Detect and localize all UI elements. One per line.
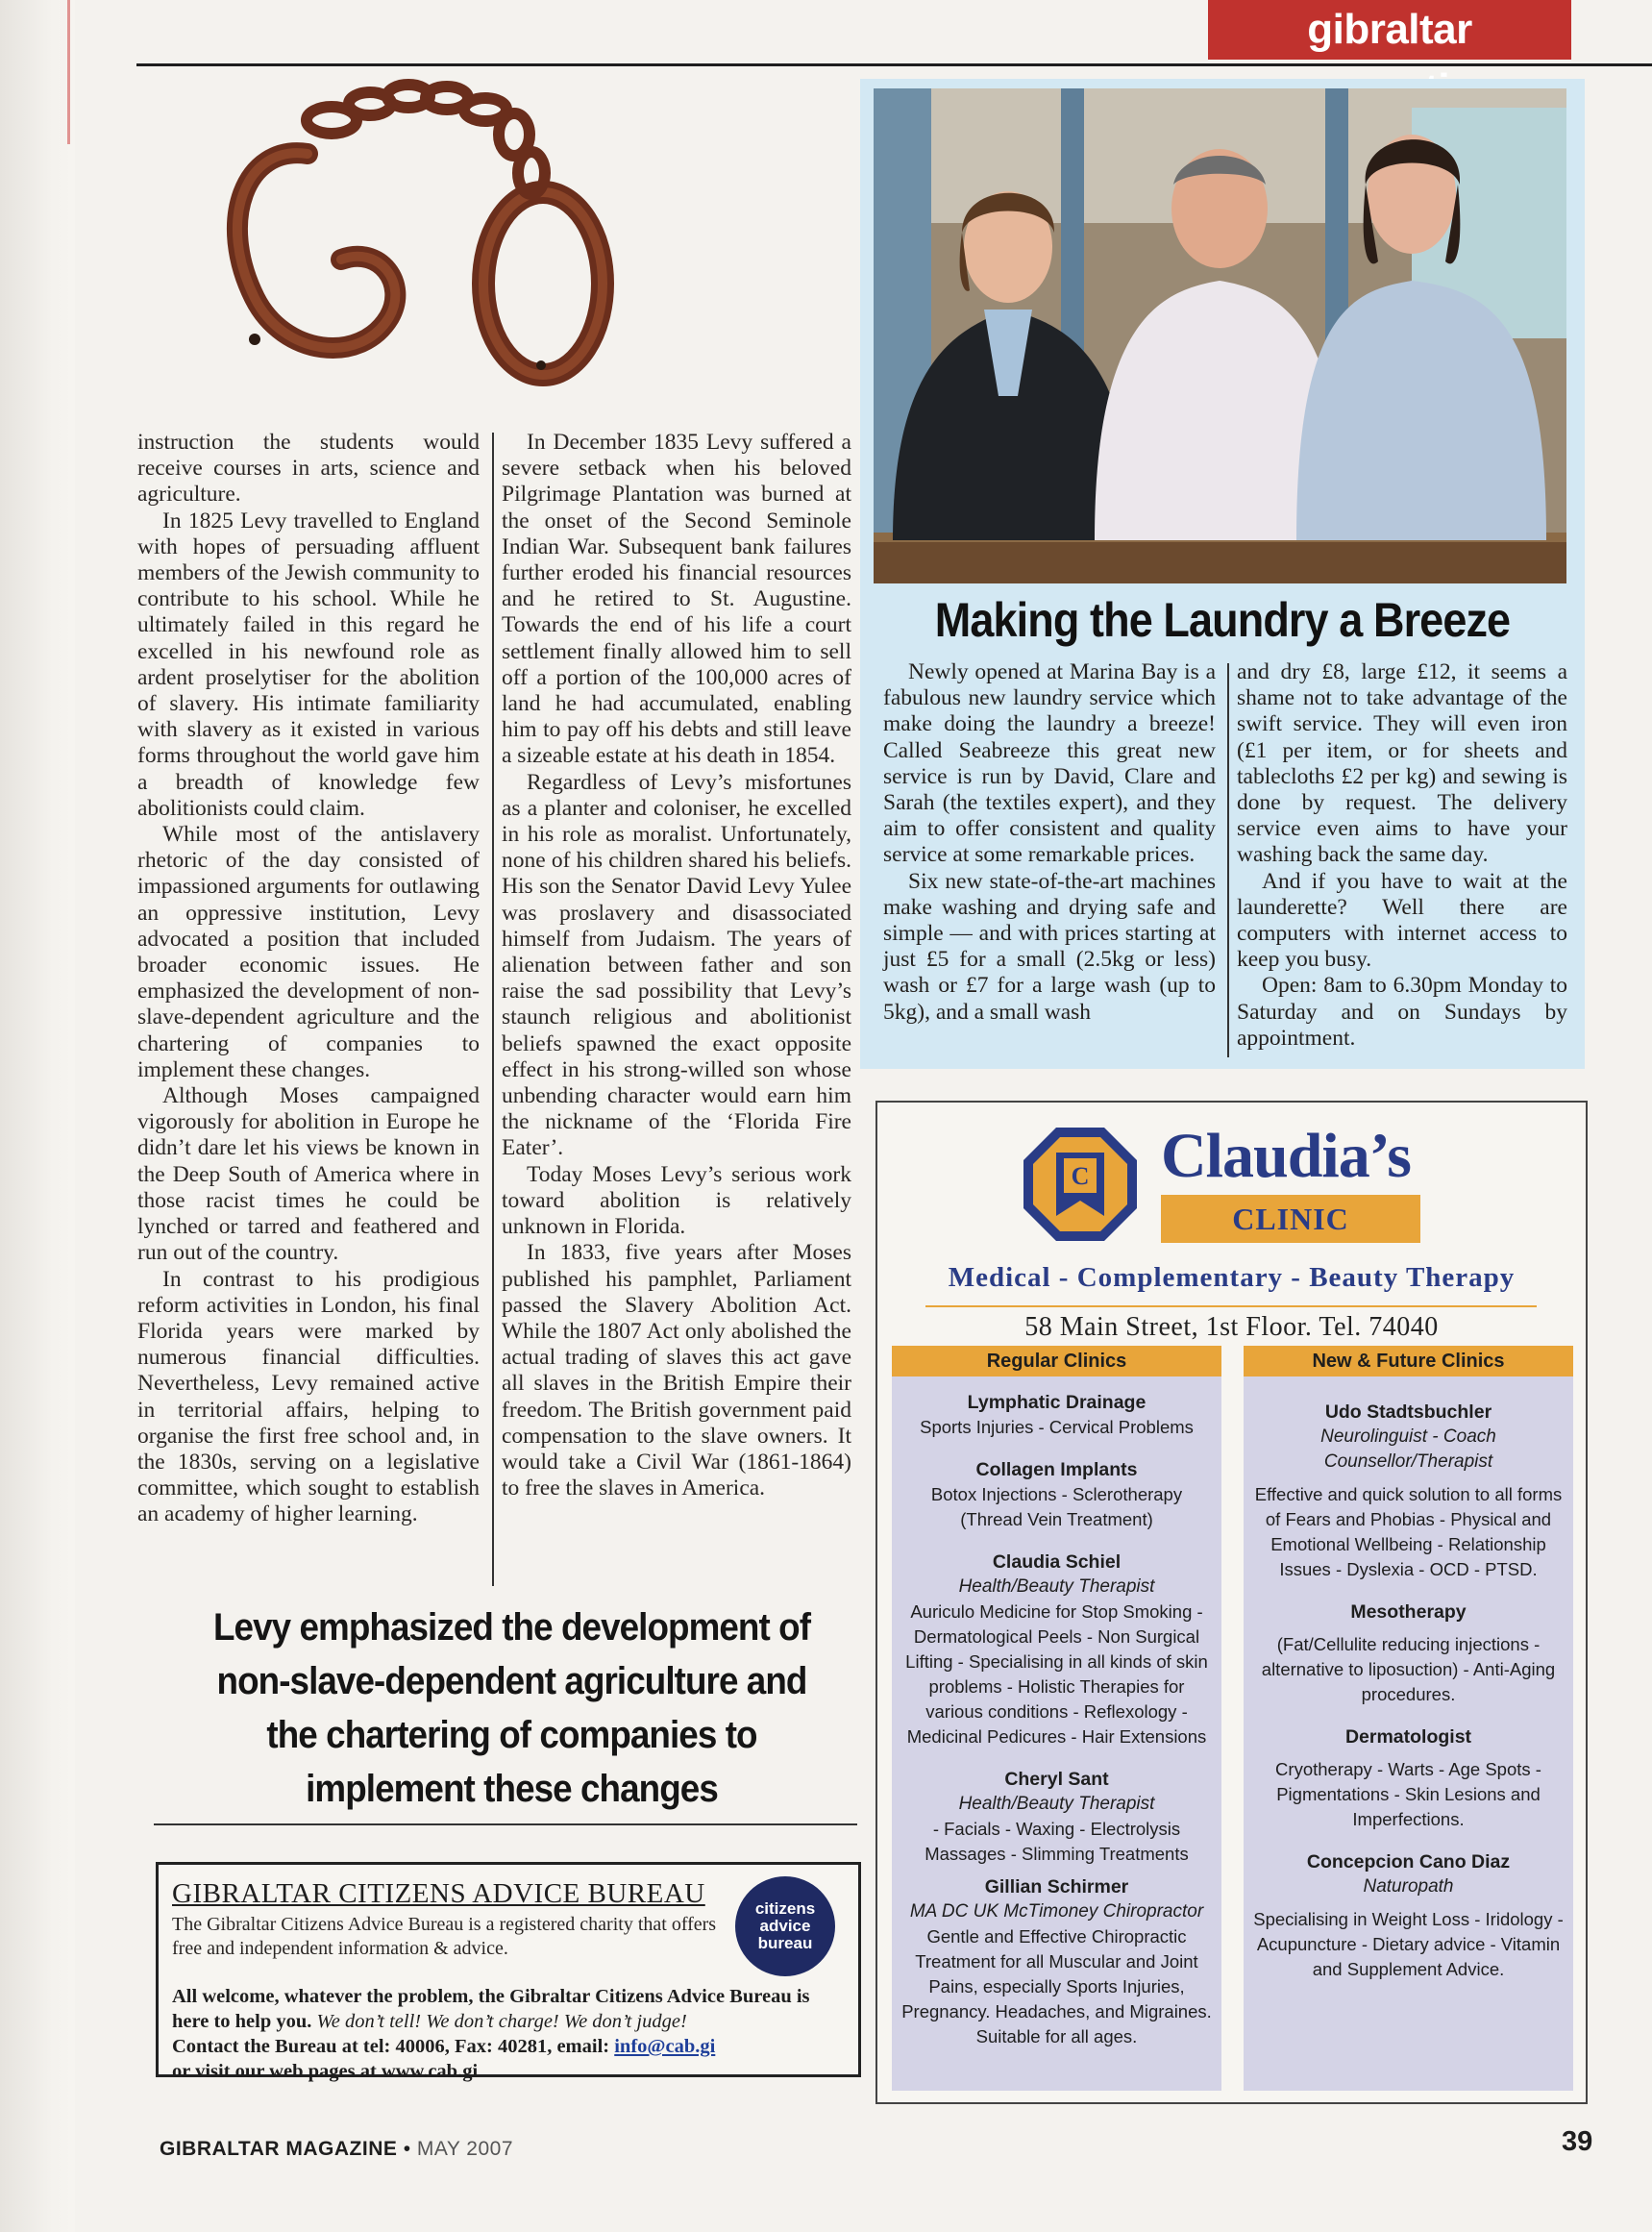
cab-web: or visit our web pages at www.cab.gi	[172, 2061, 479, 2082]
cab-welcome	[172, 1984, 845, 2034]
laundry-divider	[1227, 663, 1229, 1057]
laundry-paragraph: Open: 8am to 6.30pm Monday to Saturday and on Sundays by appointment.	[1237, 973, 1567, 1051]
cab-email-link[interactable]: info@cab.gi	[614, 2036, 716, 2057]
cab-logo-text: citizens advice bureau	[754, 1899, 816, 1952]
clinic-entry-desc: - Facials - Waxing - Electrolysis Massages - Slimming Treatments	[925, 1819, 1189, 1864]
article-paragraph: instruction the students would receive courses in arts, science and agriculture.	[137, 430, 480, 508]
article-column-2	[502, 430, 851, 1501]
clinic-entry	[892, 1767, 1221, 1867]
clinic-entry-desc: Gentle and Effective Chiropractic Treatment for all Muscular and Joint Pains, especially Sports Injuries, Pregnancy. Headaches, and Migraines. Suitable for all ages.	[901, 1926, 1212, 2046]
cab-slogan: We don’t tell! We don’t charge! We don’t judge!	[316, 2011, 687, 2032]
clinic-entry-role: MA DC UK McTimoney Chiropractor	[909, 1901, 1204, 1922]
regular-clinics-heading: Regular Clinics	[892, 1346, 1221, 1376]
clinic-entry-name: Collagen Implants	[975, 1459, 1138, 1480]
clinic-logo-letter: C	[1071, 1162, 1090, 1190]
article-paragraph: In 1825 Levy travelled to England with hopes of persuading affluent members of the Jewish community to contribute to his school. While he ultimately failed in this regard he excelled in his newfound role as ardent proselytiser for the abolition of slavery. His intimate familiarity with slavery as it existed in various forms throughout the world gave him a breadth of knowledge few abolitionists could claim.	[137, 508, 480, 821]
footer-magazine	[160, 2138, 513, 2161]
column-divider	[492, 433, 494, 1586]
laundry-column-1	[883, 659, 1216, 1026]
issue-date: MAY 2007	[416, 2138, 514, 2160]
clinic-entry	[1244, 1724, 1573, 1832]
clinic-divider	[925, 1305, 1537, 1307]
article-paragraph: Although Moses campaigned vigorously for abolition in Europe he didn’t dare let his views be known in the Deep South of America where in those racist times he could be lynched or tarred and feathered and run out of the country.	[137, 1083, 480, 1266]
future-clinics-heading: New & Future Clinics	[1244, 1346, 1573, 1376]
pull-quote: Levy emphasized the development of non-slave-dependent agriculture and the chartering of companies to implement these changes	[212, 1606, 811, 1810]
article-paragraph: In 1833, five years after Moses published his pamphlet, Parliament passed the Slavery Abolition Act. While the 1807 Act only abolished the actual trading of slaves this act gave all slaves in the British Empire their freedom. The British government paid compensation to the slave owners. It would take a Civil War (1861-1864) to free the slaves in America.	[502, 1240, 851, 1501]
regular-clinics-panel	[892, 1346, 1221, 2091]
clinic-entry-desc: Auriculo Medicine for Stop Smoking - Dermatological Peels - Non Surgical Lifting - Specialising in all kinds of skin problems - Holistic Therapies for various conditions - Reflexology - Medicinal Pedicures - Hair Extensions	[905, 1601, 1208, 1747]
clinic-tagline: Medical - Complementary - Beauty Therapy	[948, 1262, 1516, 1293]
laundry-feature	[860, 79, 1585, 1069]
clinic-entry-desc: Effective and quick solution to all forms of Fears and Phobias - Physical and Emotional Wellbeing - Relationship Issues - Dyslexia - OCD - PTSD.	[1254, 1484, 1563, 1579]
clinic-entry-name: Claudia Schiel	[992, 1551, 1122, 1573]
pull-quote-rule	[154, 1823, 857, 1825]
clinic-entry	[892, 1390, 1221, 1440]
clinic-entry	[1244, 1849, 1573, 1982]
cab-intro: The Gibraltar Citizens Advice Bureau is a registered charity that offers free and independent information & advice.	[172, 1914, 717, 1959]
clinic-entry-desc: Botox Injections - Sclerotherapy (Thread Vein Treatment)	[930, 1484, 1183, 1529]
footer-separator: •	[403, 2138, 417, 2160]
header-rule	[136, 63, 1652, 66]
clinic-entry-desc: Cryotherapy - Warts - Age Spots - Pigmentations - Skin Lesions and Imperfections.	[1275, 1759, 1541, 1829]
clinic-name: Claudia’s	[1161, 1121, 1411, 1191]
cab-title: GIBRALTAR CITIZENS ADVICE BUREAU	[172, 1878, 705, 1909]
clinic-entry-name: Udo Stadtsbuchler	[1324, 1401, 1492, 1423]
section-tab: gibraltar	[1208, 0, 1571, 60]
clinic-entry	[892, 1550, 1221, 1749]
citizens-advice-ad	[156, 1862, 861, 2082]
clinic-entry	[1244, 1600, 1573, 1707]
shackle-image	[216, 77, 649, 418]
clinic-label: CLINIC	[1161, 1195, 1420, 1243]
clinic-entry-desc: Specialising in Weight Loss - Iridology - Acupuncture - Dietary advice - Vitamin and Supplement Advice.	[1253, 1909, 1564, 1979]
laundry-paragraph: and dry £8, large £12, it seems a shame not to take advantage of the swift service. They will even iron (£1 per item, or for sheets and tablecloths £2 per kg) and sewing is done by request. The delivery service even aims to have your washing back the same day.	[1237, 659, 1567, 868]
clinic-entry-name: Cheryl Sant	[1004, 1769, 1109, 1790]
page-gutter	[0, 0, 75, 2232]
article-paragraph: While most of the antislavery rhetoric of the day consisted of impassioned arguments for outlawing an oppressive institution, Levy advocated a position that included broader economic issues. He emphasized the development of non-slave-dependent agriculture and the chartering of companies to implement these changes.	[137, 822, 480, 1082]
cab-welcome-text: All welcome, whatever the problem, the Gibraltar Citizens Advice Bureau is here to help you.	[172, 1986, 810, 2032]
laundry-paragraph: And if you have to wait at the launderette? Well there are computers with internet access to keep you busy.	[1237, 868, 1567, 973]
gutter-mark	[67, 0, 70, 144]
laundry-paragraph: Six new state-of-the-art machines make washing and drying safe and simple — and with prices starting at just £5 for a small (2.5kg or less) wash or £7 for a large wash (up to 5kg), and a small wash	[883, 868, 1216, 1025]
clinic-entry-name: Concepcion Cano Diaz	[1306, 1851, 1511, 1872]
clinic-entry-name: Mesotherapy	[1350, 1601, 1467, 1623]
clinic-ad	[875, 1101, 1588, 2104]
cab-contact	[172, 2034, 845, 2084]
laundry-title: Making the Laundry a Breeze	[934, 593, 1511, 647]
article-paragraph: Today Moses Levy’s serious work toward abolition is relatively unknown in Florida.	[502, 1161, 851, 1240]
clinic-entry-role: Neurolinguist - Coach Counsellor/Therapist	[1320, 1426, 1496, 1472]
clinic-entry-name: Gillian Schirmer	[984, 1876, 1129, 1897]
article-paragraph: In contrast to his prodigious reform activities in London, his final Florida years were marked by numerous financial difficulties. Nevertheless, Levy remained active in territorial affairs, helping to organise the first free school and, in the 1830s, serving on a legislative committee, which sought to establish an academy of higher learning.	[137, 1266, 480, 1527]
page-number: 39	[1562, 2126, 1593, 2157]
laundry-paragraph: Newly opened at Marina Bay is a fabulous new laundry service which make doing the laundry a breeze! Called Seabreeze this great new service is run by David, Clare and Sarah (the textiles expert), and they aim to offer consistent and quality service at some remarkable prices.	[883, 659, 1216, 868]
article-paragraph: Regardless of Levy’s misfortunes as a planter and coloniser, he excelled in his role as moralist. Unfortunately, none of his children shared his beliefs. His son the Senator David Levy Yulee was proslavery and disassociated himself from Judaism. The years of alienation between father and son raise the sad possibility that Levy’s staunch religious and abolitionist beliefs spawned the exact opposite effect in his strong-willed son whose unbending character would earn him the nickname of the ‘Florida Fire Eater’.	[502, 769, 851, 1161]
clinic-entry	[1244, 1400, 1573, 1582]
clinic-entry-desc: (Fat/Cellulite reducing injections - alternative to liposuction) - Anti-Aging procedures.	[1261, 1634, 1556, 1704]
clinic-entry-role: Health/Beauty Therapist	[958, 1576, 1155, 1597]
clinic-entry-role: Health/Beauty Therapist	[958, 1794, 1155, 1814]
cab-contact-text: Contact the Bureau at tel: 40006, Fax: 40281, email:	[172, 2036, 610, 2057]
cab-logo	[735, 1876, 835, 1976]
laundry-photo	[874, 88, 1566, 583]
article-column-1	[137, 430, 480, 1528]
laundry-column-2	[1237, 659, 1567, 1052]
clinic-logo	[1022, 1126, 1139, 1243]
magazine-name: GIBRALTAR MAGAZINE	[160, 2138, 398, 2160]
clinic-entry-name: Lymphatic Drainage	[967, 1392, 1147, 1413]
clinic-entry	[892, 1874, 1221, 2049]
clinic-entry-name: Dermatologist	[1344, 1726, 1472, 1748]
clinic-entry-role: Naturopath	[1363, 1876, 1454, 1897]
future-clinics-panel	[1244, 1346, 1573, 2091]
clinic-entry-desc: Sports Injuries - Cervical Problems	[920, 1417, 1194, 1437]
clinic-address: 58 Main Street, 1st Floor. Tel. 74040	[1024, 1312, 1439, 1342]
article-paragraph: In December 1835 Levy suffered a severe setback when his beloved Pilgrimage Plantation was burned at the onset of the Second Seminole Indian War. Subsequent bank failures further eroded his financial resources and he retired to St. Augustine. Towards the end of his life a court settlement finally allowed him to sell off a portion of the 100,000 acres of land he had accumulated, enabling him to pay off his debts and still leave a sizeable estate at his death in 1854.	[502, 430, 851, 769]
clinic-entry	[892, 1457, 1221, 1532]
